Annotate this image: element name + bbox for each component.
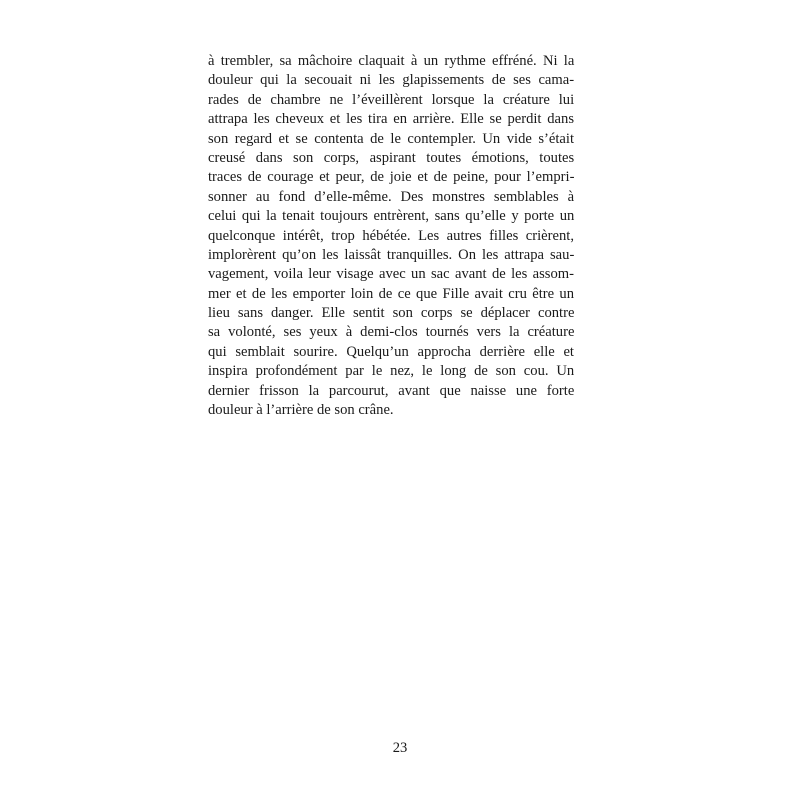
text-line: rades de chambre ne l’éveillèrent lorsque la créature lui <box>208 91 575 108</box>
text-line: sonner au fond d’elle-même. Des monstres semblables à <box>208 188 575 205</box>
text-line: creusé dans son corps, aspirant toutes émotions, toutes <box>208 149 575 166</box>
body-text <box>208 52 574 420</box>
text-line: sa volonté, ses yeux à demi-clos tournés vers la créature <box>208 324 575 341</box>
page-number: 23 <box>392 740 408 756</box>
text-line: douleur qui la secouait ni les glapissements de ses cama- <box>208 72 575 89</box>
text-line: dernier frisson la parcourut, avant que naisse une forte <box>208 382 575 399</box>
text-line: à trembler, sa mâchoire claquait à un rythme effréné. Ni la <box>208 53 575 69</box>
text-line: attrapa les cheveux et les tira en arrière. Elle se perdit dans <box>208 111 574 128</box>
text-line: qui semblait sourire. Quelqu’un approcha derrière elle et <box>208 343 574 360</box>
text-line: celui qui la tenait toujours entrèrent, sans qu’elle y porte un <box>208 208 575 225</box>
text-line: lieu sans danger. Elle sentit son corps se déplacer contre <box>208 305 575 322</box>
text-line: traces de courage et peur, de joie et de peine, pour l’empri- <box>208 169 575 186</box>
text-line: quelconque intérêt, trop hébétée. Les autres filles crièrent, <box>208 227 574 244</box>
text-line: vagement, voila leur visage avec un sac avant de les assom- <box>208 266 574 283</box>
text-line: implorèrent qu’on les laissât tranquilles. On les attrapa sau- <box>208 246 575 263</box>
text-line: son regard et se contenta de le contempler. Un vide s’était <box>208 130 574 147</box>
text-line: inspira profondément par le nez, le long de son cou. Un <box>208 363 575 380</box>
text-line: mer et de les emporter loin de ce que Fille avait cru être un <box>208 285 575 302</box>
text-line-last: douleur à l’arrière de son crâne. <box>208 402 394 419</box>
